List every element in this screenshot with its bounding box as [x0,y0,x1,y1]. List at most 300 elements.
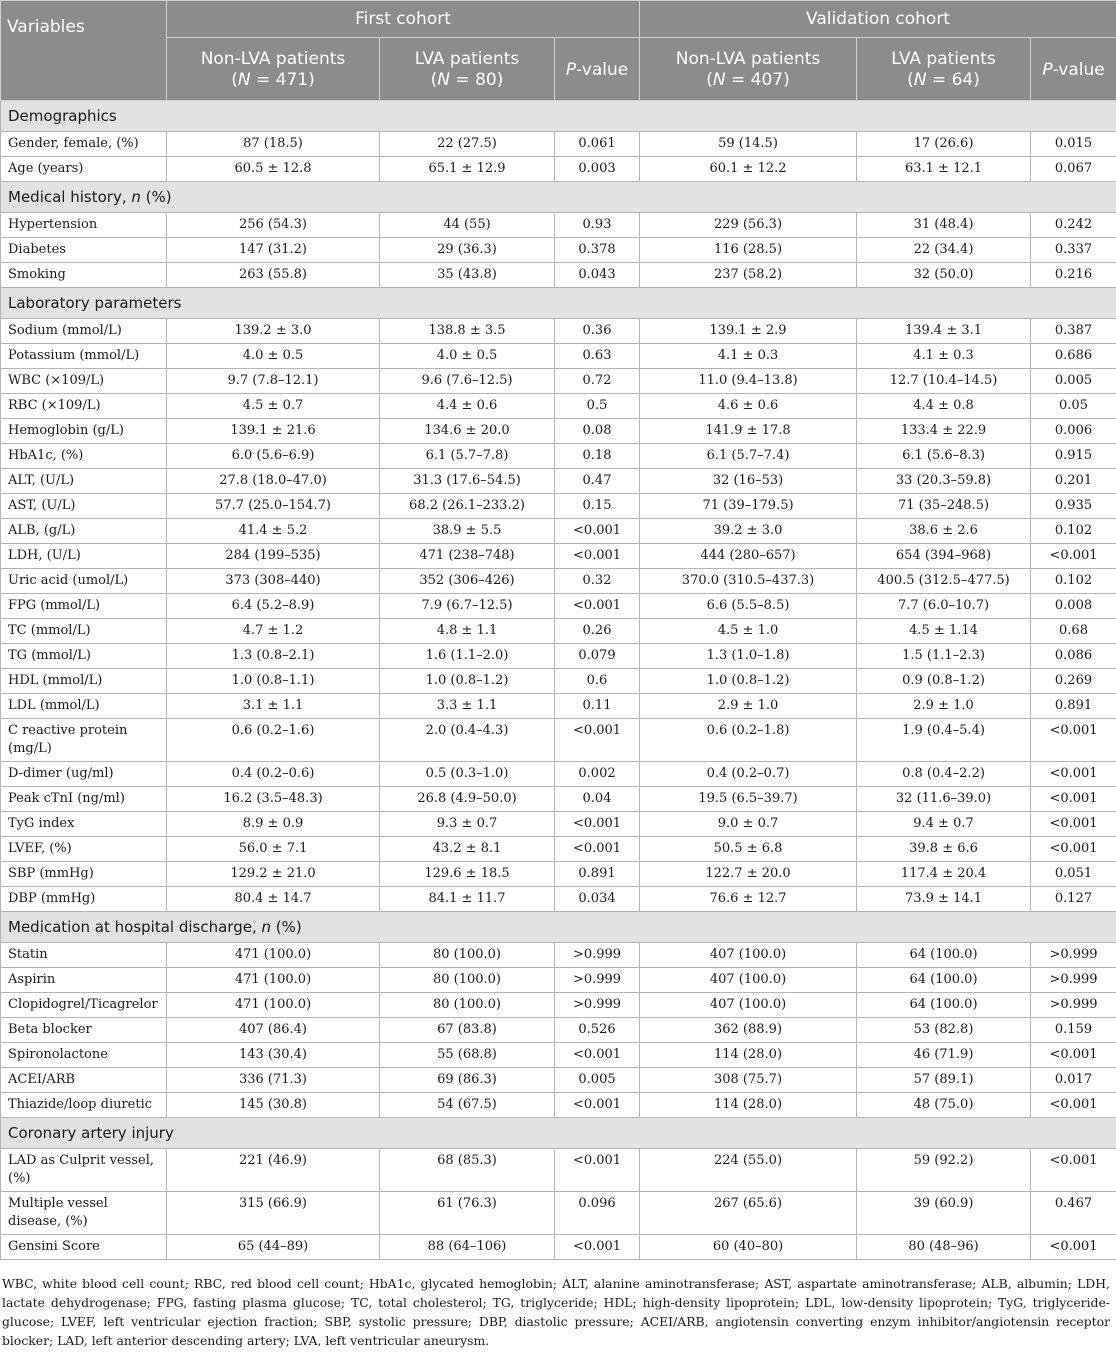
table-row [1,263,1116,288]
validation-lva-value: 64 (100.0) [857,993,1031,1018]
first-lva-value: 61 (76.3) [380,1192,555,1235]
validation-p-value: >0.999 [1031,993,1116,1018]
validation-nonlva-value: 141.9 ± 17.8 [640,419,857,444]
first-nonlva-value: 57.7 (25.0–154.7) [167,494,380,519]
section-title-text: Laboratory parameters [8,294,182,312]
validation-lva-value: 64 (100.0) [857,943,1031,968]
validation-nonlva-value: 76.6 ± 12.7 [640,887,857,912]
validation-pvalue-header [1031,38,1116,101]
validation-lva-value: 139.4 ± 3.1 [857,319,1031,344]
validation-lva-value: 117.4 ± 20.4 [857,862,1031,887]
validation-nonlva-value: 4.5 ± 1.0 [640,619,857,644]
validation-lva-value: 17 (26.6) [857,132,1031,157]
validation-p-value: 0.337 [1031,238,1116,263]
section-header-row [1,101,1116,132]
validation-p-value: 0.269 [1031,669,1116,694]
first-nonlva-value: 1.3 (0.8–2.1) [167,644,380,669]
section-title-italic: n [261,918,271,936]
validation-nonlva-value: 116 (28.5) [640,238,857,263]
table-row [1,943,1116,968]
section-title [1,182,1116,213]
validation-lva-value: 63.1 ± 12.1 [857,157,1031,182]
count-value: = 407) [725,70,790,90]
variable-name: Beta blocker [1,1018,167,1043]
first-nonlva-value: 80.4 ± 14.7 [167,887,380,912]
validation-p-value: 0.686 [1031,344,1116,369]
variable-name: TC (mmol/L) [1,619,167,644]
validation-p-value: 0.067 [1031,157,1116,182]
validation-lva-value: 0.8 (0.4–2.2) [857,762,1031,787]
first-nonlva-value: 263 (55.8) [167,263,380,288]
first-p-value: 0.079 [555,644,640,669]
section-title-rest: (%) [140,188,172,206]
variable-name: ACEI/ARB [1,1068,167,1093]
first-p-value: 0.061 [555,132,640,157]
first-p-value: <0.001 [555,812,640,837]
group-count [386,70,548,91]
first-p-value: <0.001 [555,544,640,569]
validation-nonlva-value: 6.6 (5.5–8.5) [640,594,857,619]
p-italic: P [565,59,577,80]
first-p-value: <0.001 [555,1149,640,1192]
first-lva-value: 4.4 ± 0.6 [380,394,555,419]
validation-lva-value: 48 (75.0) [857,1093,1031,1118]
variable-name: ALT, (U/L) [1,469,167,494]
first-lva-value: 35 (43.8) [380,263,555,288]
table-row [1,837,1116,862]
first-nonlva-value: 9.7 (7.8–12.1) [167,369,380,394]
table-row [1,1093,1116,1118]
validation-nonlva-value: 1.3 (1.0–1.8) [640,644,857,669]
first-nonlva-value: 65 (44–89) [167,1235,380,1260]
first-lva-value: 134.6 ± 20.0 [380,419,555,444]
count-open: ( [231,70,238,90]
validation-p-value: 0.159 [1031,1018,1116,1043]
validation-lva-value: 9.4 ± 0.7 [857,812,1031,837]
first-pvalue-header [555,38,640,101]
group-label: LVA patients [891,49,996,69]
validation-lva-value: 46 (71.9) [857,1043,1031,1068]
variable-name: AST, (U/L) [1,494,167,519]
validation-lva-value: 38.6 ± 2.6 [857,519,1031,544]
section-title-italic: n [131,188,141,206]
validation-p-value: <0.001 [1031,544,1116,569]
first-p-value: 0.002 [555,762,640,787]
validation-p-value: 0.102 [1031,569,1116,594]
table-row [1,444,1116,469]
count-open: ( [706,70,713,90]
table-row [1,594,1116,619]
count-n: N [913,70,927,90]
validation-lva-value: 33 (20.3–59.8) [857,469,1031,494]
variable-name: Aspirin [1,968,167,993]
variable-name: LAD as Culprit vessel, (%) [1,1149,167,1192]
validation-p-value: 0.68 [1031,619,1116,644]
validation-nonlva-value: 0.4 (0.2–0.7) [640,762,857,787]
first-nonlva-value: 4.7 ± 1.2 [167,619,380,644]
first-nonlva-value: 3.1 ± 1.1 [167,694,380,719]
first-lva-value: 129.6 ± 18.5 [380,862,555,887]
count-open: ( [907,70,914,90]
validation-nonlva-value: 139.1 ± 2.9 [640,319,857,344]
validation-lva-value: 39 (60.9) [857,1192,1031,1235]
validation-p-value: 0.017 [1031,1068,1116,1093]
validation-p-value: 0.935 [1031,494,1116,519]
variable-name: HbA1c, (%) [1,444,167,469]
first-nonlva-value: 4.0 ± 0.5 [167,344,380,369]
validation-lva-value: 32 (11.6–39.0) [857,787,1031,812]
validation-p-value: <0.001 [1031,762,1116,787]
first-nonlva-value: 56.0 ± 7.1 [167,837,380,862]
validation-nonlva-value: 11.0 (9.4–13.8) [640,369,857,394]
first-lva-value: 80 (100.0) [380,968,555,993]
first-nonlva-value: 1.0 (0.8–1.1) [167,669,380,694]
first-lva-value: 65.1 ± 12.9 [380,157,555,182]
first-nonlva-value: 139.2 ± 3.0 [167,319,380,344]
variable-name: Diabetes [1,238,167,263]
first-p-value: >0.999 [555,968,640,993]
validation-nonlva-value: 60.1 ± 12.2 [640,157,857,182]
p-italic: P [1042,59,1053,80]
first-p-value: 0.043 [555,263,640,288]
count-n: N [237,70,251,90]
first-p-value: 0.36 [555,319,640,344]
table-row [1,544,1116,569]
table-row [1,787,1116,812]
validation-lva-value: 1.9 (0.4–5.4) [857,719,1031,762]
validation-p-value: 0.915 [1031,444,1116,469]
count-value: = 471) [250,70,315,90]
first-p-value: 0.096 [555,1192,640,1235]
validation-nonlva-value: 407 (100.0) [640,993,857,1018]
validation-nonlva-value: 19.5 (6.5–39.7) [640,787,857,812]
section-title [1,1118,1116,1149]
first-p-value: <0.001 [555,1043,640,1068]
count-value: = 64) [926,70,980,90]
validation-lva-value: 12.7 (10.4–14.5) [857,369,1031,394]
validation-p-value: 0.387 [1031,319,1116,344]
first-lva-value: 44 (55) [380,213,555,238]
first-p-value: <0.001 [555,519,640,544]
first-nonlva-value: 27.8 (18.0–47.0) [167,469,380,494]
first-nonlva-value: 41.4 ± 5.2 [167,519,380,544]
first-p-value: 0.72 [555,369,640,394]
first-p-value: 0.378 [555,238,640,263]
count-value: = 80) [450,70,504,90]
table-row [1,862,1116,887]
first-nonlva-value: 143 (30.4) [167,1043,380,1068]
first-nonlva-value: 315 (66.9) [167,1192,380,1235]
first-lva-value: 6.1 (5.7–7.8) [380,444,555,469]
first-nonlva-value: 471 (100.0) [167,993,380,1018]
validation-lva-value: 53 (82.8) [857,1018,1031,1043]
validation-p-value: 0.051 [1031,862,1116,887]
first-nonlva-value: 336 (71.3) [167,1068,380,1093]
first-lva-value: 55 (68.8) [380,1043,555,1068]
validation-nonlva-value: 4.6 ± 0.6 [640,394,857,419]
variable-name: Hypertension [1,213,167,238]
validation-nonlva-value: 229 (56.3) [640,213,857,238]
validation-nonlva-value: 362 (88.9) [640,1018,857,1043]
section-title [1,288,1116,319]
validation-lva-value: 6.1 (5.6–8.3) [857,444,1031,469]
validation-lva-value: 73.9 ± 14.1 [857,887,1031,912]
variable-name: WBC (×109/L) [1,369,167,394]
variable-name: SBP (mmHg) [1,862,167,887]
variable-name: Age (years) [1,157,167,182]
table-row [1,968,1116,993]
variable-name: TyG index [1,812,167,837]
first-lva-header [380,38,555,101]
first-p-value: <0.001 [555,719,640,762]
first-nonlva-value: 471 (100.0) [167,943,380,968]
first-lva-value: 68.2 (26.1–233.2) [380,494,555,519]
section-header-row [1,288,1116,319]
first-p-value: 0.26 [555,619,640,644]
group-label: LVA patients [414,49,520,69]
validation-p-value: <0.001 [1031,812,1116,837]
table-row [1,887,1116,912]
first-nonlva-header [167,38,380,101]
first-p-value: <0.001 [555,1093,640,1118]
first-lva-value: 9.3 ± 0.7 [380,812,555,837]
first-lva-value: 54 (67.5) [380,1093,555,1118]
first-nonlva-value: 0.4 (0.2–0.6) [167,762,380,787]
table-row [1,644,1116,669]
first-p-value: 0.005 [555,1068,640,1093]
validation-p-value: >0.999 [1031,943,1116,968]
variable-name: Potassium (mmol/L) [1,344,167,369]
validation-lva-value: 80 (48–96) [857,1235,1031,1260]
section-title-text: Medical history, [8,188,132,206]
first-lva-value: 138.8 ± 3.5 [380,319,555,344]
table-row [1,1149,1116,1192]
first-cohort-header: First cohort [167,1,640,38]
table-row [1,494,1116,519]
validation-nonlva-value: 122.7 ± 20.0 [640,862,857,887]
validation-p-value: <0.001 [1031,1043,1116,1068]
validation-p-value: 0.006 [1031,419,1116,444]
first-nonlva-value: 145 (30.8) [167,1093,380,1118]
first-lva-value: 471 (238–748) [380,544,555,569]
section-title-text: Coronary artery injury [8,1124,174,1142]
variable-name: D-dimer (ug/ml) [1,762,167,787]
variable-name: Peak cTnI (ng/ml) [1,787,167,812]
table-row [1,519,1116,544]
variable-name: Sodium (mmol/L) [1,319,167,344]
count-n: N [437,70,451,90]
validation-p-value: 0.242 [1031,213,1116,238]
table-row [1,157,1116,182]
variable-name: C reactive protein (mg/L) [1,719,167,762]
validation-lva-value: 39.8 ± 6.6 [857,837,1031,862]
section-title [1,101,1116,132]
first-p-value: 0.5 [555,394,640,419]
variable-name: DBP (mmHg) [1,887,167,912]
table-row [1,619,1116,644]
variable-name: Hemoglobin (g/L) [1,419,167,444]
table-row [1,1068,1116,1093]
validation-nonlva-value: 114 (28.0) [640,1043,857,1068]
table-row [1,719,1116,762]
validation-nonlva-value: 4.1 ± 0.3 [640,344,857,369]
group-label: Non-LVA patients [200,49,346,69]
validation-lva-value: 59 (92.2) [857,1149,1031,1192]
first-lva-value: 2.0 (0.4–4.3) [380,719,555,762]
first-lva-value: 67 (83.8) [380,1018,555,1043]
first-lva-value: 68 (85.3) [380,1149,555,1192]
first-lva-value: 7.9 (6.7–12.5) [380,594,555,619]
first-lva-value: 1.0 (0.8–1.2) [380,669,555,694]
validation-p-value: <0.001 [1031,719,1116,762]
validation-lva-value: 1.5 (1.1–2.3) [857,644,1031,669]
validation-nonlva-value: 267 (65.6) [640,1192,857,1235]
first-p-value: 0.08 [555,419,640,444]
first-lva-value: 88 (64–106) [380,1235,555,1260]
table-row [1,369,1116,394]
first-p-value: 0.034 [555,887,640,912]
table-row [1,319,1116,344]
group-label: Non-LVA patients [675,49,821,69]
first-nonlva-value: 87 (18.5) [167,132,380,157]
table-row [1,469,1116,494]
validation-cohort-header: Validation cohort [640,1,1116,38]
variable-name: LDL (mmol/L) [1,694,167,719]
count-n: N [712,70,726,90]
first-nonlva-value: 6.0 (5.6–6.9) [167,444,380,469]
validation-nonlva-value: 6.1 (5.7–7.4) [640,444,857,469]
validation-lva-value: 22 (34.4) [857,238,1031,263]
validation-nonlva-value: 407 (100.0) [640,943,857,968]
variable-name: Clopidogrel/Ticagrelor [1,993,167,1018]
first-nonlva-value: 147 (31.2) [167,238,380,263]
validation-lva-value: 32 (50.0) [857,263,1031,288]
validation-p-value: <0.001 [1031,1235,1116,1260]
validation-nonlva-value: 370.0 (310.5–437.3) [640,569,857,594]
first-p-value: 0.891 [555,862,640,887]
first-nonlva-value: 471 (100.0) [167,968,380,993]
table-row [1,569,1116,594]
first-lva-value: 352 (306–426) [380,569,555,594]
validation-nonlva-value: 71 (39–179.5) [640,494,857,519]
table-header [1,1,1116,101]
first-lva-value: 80 (100.0) [380,943,555,968]
first-p-value: 0.63 [555,344,640,369]
variable-name: FPG (mmol/L) [1,594,167,619]
table-row [1,238,1116,263]
first-p-value: 0.15 [555,494,640,519]
group-count [646,70,850,91]
first-p-value: 0.11 [555,694,640,719]
first-lva-value: 31.3 (17.6–54.5) [380,469,555,494]
variables-header: Variables [1,1,167,101]
validation-nonlva-value: 60 (40–80) [640,1235,857,1260]
variable-name: Smoking [1,263,167,288]
validation-nonlva-value: 9.0 ± 0.7 [640,812,857,837]
validation-nonlva-value: 0.6 (0.2–1.8) [640,719,857,762]
first-lva-value: 26.8 (4.9–50.0) [380,787,555,812]
table-row [1,213,1116,238]
variable-name: Thiazide/loop diuretic [1,1093,167,1118]
variable-name: LDH, (U/L) [1,544,167,569]
first-p-value: <0.001 [555,837,640,862]
table-row [1,694,1116,719]
validation-p-value: 0.201 [1031,469,1116,494]
first-nonlva-value: 373 (308–440) [167,569,380,594]
table-row [1,1018,1116,1043]
p-label-rest: -value [576,59,629,80]
validation-lva-value: 400.5 (312.5–477.5) [857,569,1031,594]
table-row [1,344,1116,369]
variable-name: Uric acid (umol/L) [1,569,167,594]
validation-p-value: 0.102 [1031,519,1116,544]
variable-name: Spironolactone [1,1043,167,1068]
p-label-rest: -value [1052,59,1105,80]
validation-nonlva-value: 59 (14.5) [640,132,857,157]
validation-nonlva-value: 407 (100.0) [640,968,857,993]
first-p-value: 0.32 [555,569,640,594]
section-header-row [1,1118,1116,1149]
first-nonlva-value: 8.9 ± 0.9 [167,812,380,837]
first-nonlva-value: 256 (54.3) [167,213,380,238]
validation-nonlva-value: 2.9 ± 1.0 [640,694,857,719]
table-row [1,394,1116,419]
validation-nonlva-header [640,38,857,101]
first-lva-value: 29 (36.3) [380,238,555,263]
validation-p-value: 0.127 [1031,887,1116,912]
table-row [1,1192,1116,1235]
table-row [1,669,1116,694]
first-nonlva-value: 139.1 ± 21.6 [167,419,380,444]
first-p-value: <0.001 [555,1235,640,1260]
validation-lva-header [857,38,1031,101]
validation-nonlva-value: 308 (75.7) [640,1068,857,1093]
table-row [1,762,1116,787]
first-lva-value: 1.6 (1.1–2.0) [380,644,555,669]
first-nonlva-value: 4.5 ± 0.7 [167,394,380,419]
first-nonlva-value: 6.4 (5.2–8.9) [167,594,380,619]
validation-lva-value: 654 (394–968) [857,544,1031,569]
validation-nonlva-value: 50.5 ± 6.8 [640,837,857,862]
validation-nonlva-value: 444 (280–657) [640,544,857,569]
validation-p-value: 0.008 [1031,594,1116,619]
validation-lva-value: 2.9 ± 1.0 [857,694,1031,719]
first-p-value: 0.93 [555,213,640,238]
group-count [863,70,1024,91]
validation-p-value: 0.005 [1031,369,1116,394]
validation-nonlva-value: 114 (28.0) [640,1093,857,1118]
validation-p-value: 0.891 [1031,694,1116,719]
validation-lva-value: 4.4 ± 0.8 [857,394,1031,419]
validation-lva-value: 64 (100.0) [857,968,1031,993]
variable-name: HDL (mmol/L) [1,669,167,694]
validation-nonlva-value: 237 (58.2) [640,263,857,288]
variable-name: Multiple vessel disease, (%) [1,1192,167,1235]
table-row [1,132,1116,157]
first-p-value: >0.999 [555,993,640,1018]
first-nonlva-value: 284 (199–535) [167,544,380,569]
first-p-value: 0.6 [555,669,640,694]
variable-name: TG (mmol/L) [1,644,167,669]
first-lva-value: 38.9 ± 5.5 [380,519,555,544]
first-p-value: >0.999 [555,943,640,968]
validation-p-value: 0.015 [1031,132,1116,157]
first-p-value: <0.001 [555,594,640,619]
validation-p-value: 0.086 [1031,644,1116,669]
validation-lva-value: 71 (35–248.5) [857,494,1031,519]
validation-lva-value: 133.4 ± 22.9 [857,419,1031,444]
validation-nonlva-value: 32 (16–53) [640,469,857,494]
